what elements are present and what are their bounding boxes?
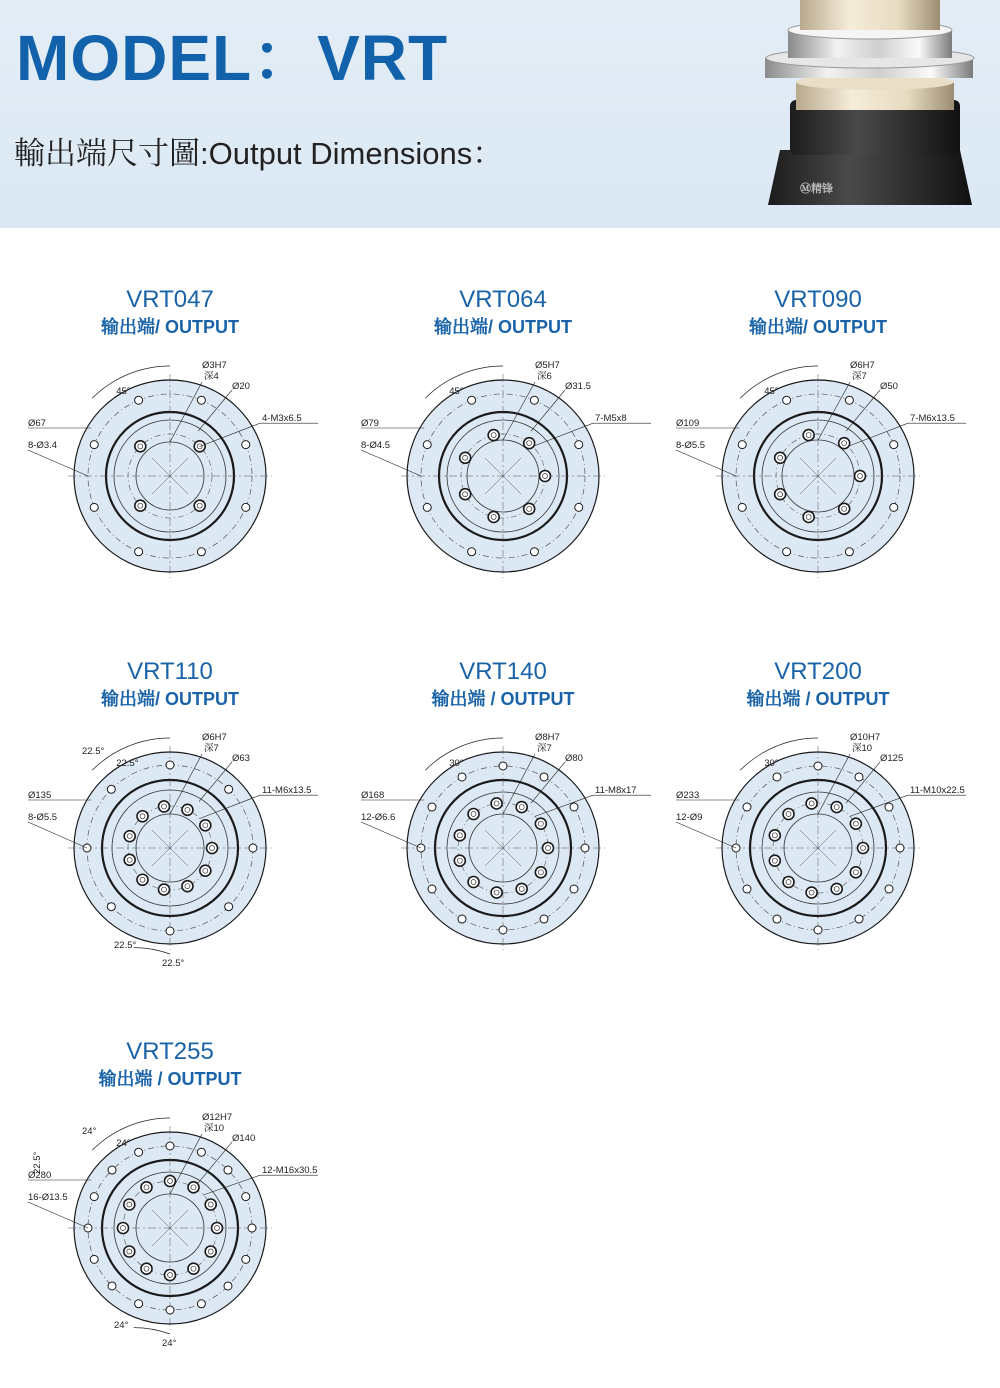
- tap-label: 4-M3x6.5: [262, 413, 302, 425]
- mounting-hole: [107, 785, 115, 793]
- mounting-hole: [540, 773, 548, 781]
- tapped-hole: [135, 500, 146, 511]
- tapped-hole: [200, 865, 211, 876]
- diagram-output-label: 输出端/ OUTPUT: [749, 317, 887, 337]
- angle-label: 45°: [116, 386, 131, 398]
- tapped-hole: [803, 430, 814, 441]
- tapped-hole: [460, 489, 471, 500]
- mounting-hole: [108, 1166, 116, 1174]
- flange-drawing: [20, 718, 320, 978]
- mounting-hole: [242, 503, 250, 511]
- tapped-hole: [165, 1176, 176, 1187]
- tapped-hole: [775, 452, 786, 463]
- depth-label: 深7: [204, 743, 219, 754]
- mounting-hole: [575, 441, 583, 449]
- mounting-hole: [890, 503, 898, 511]
- angle-label: 30°: [449, 758, 464, 770]
- tapped-hole: [543, 843, 554, 854]
- holes-label: 12-Ø9: [676, 812, 703, 823]
- diagram-output-label: 输出端 / OUTPUT: [431, 689, 575, 709]
- depth-label: 深7: [537, 743, 552, 754]
- tapped-hole: [769, 830, 780, 841]
- tapped-hole: [137, 874, 148, 885]
- tapped-hole: [535, 867, 546, 878]
- mounting-hole: [570, 803, 578, 811]
- diagram-model-title: VRT200: [774, 658, 862, 685]
- angle-label: 22.5°: [32, 1151, 43, 1174]
- diagram-model-title: VRT110: [127, 658, 213, 685]
- mounting-hole: [540, 915, 548, 923]
- tapped-hole: [124, 1199, 135, 1210]
- mounting-hole: [135, 1300, 143, 1308]
- diagram-model-title: VRT090: [774, 286, 862, 313]
- diagram-output-label: 输出端 / OUTPUT: [98, 1069, 242, 1089]
- tap-label: 7-M6x13.5: [910, 413, 955, 425]
- angle-dimension-arc: [134, 1328, 170, 1334]
- tap-label: 11-M8x17: [595, 785, 637, 797]
- tapped-hole: [212, 1223, 223, 1234]
- holes-label: 16-Ø13.5: [28, 1192, 68, 1203]
- depth-label: 深10: [852, 743, 873, 754]
- tapped-hole: [488, 511, 499, 522]
- outer-diameter-label: Ø280: [28, 1170, 52, 1181]
- tapped-hole: [188, 1263, 199, 1274]
- diagram-model-title: VRT140: [459, 658, 547, 685]
- tap-label: 7-M5x8: [595, 413, 627, 425]
- angle-label: 24°: [116, 1138, 131, 1150]
- mounting-hole: [224, 1166, 232, 1174]
- diagram-model-title: VRT255: [126, 1038, 214, 1065]
- bore-label: Ø10H7: [850, 732, 881, 743]
- outer-diameter-label: Ø168: [361, 790, 385, 801]
- bore-label: Ø6H7: [850, 360, 875, 371]
- tapped-hole: [124, 831, 135, 842]
- depth-label: 深10: [204, 1123, 225, 1134]
- mounting-hole: [108, 1282, 116, 1290]
- bore-label: Ø12H7: [202, 1112, 233, 1123]
- mounting-hole: [738, 503, 746, 511]
- tapped-hole: [524, 438, 535, 449]
- angle-label: 24°: [82, 1126, 97, 1137]
- mounting-hole: [855, 773, 863, 781]
- tapped-hole: [124, 854, 135, 865]
- bore-label: Ø3H7: [202, 360, 227, 371]
- tapped-hole: [775, 489, 786, 500]
- tapped-hole: [141, 1263, 152, 1274]
- mounting-hole: [773, 915, 781, 923]
- mounting-hole: [428, 803, 436, 811]
- mounting-hole: [814, 762, 822, 770]
- angle-label: 22.5°: [114, 940, 137, 951]
- mounting-hole: [107, 903, 115, 911]
- mounting-hole: [248, 1224, 256, 1232]
- diagram-output-label: 输出端/ OUTPUT: [434, 317, 572, 337]
- holes-label: 8-Ø3.4: [28, 440, 58, 451]
- tapped-hole: [516, 802, 527, 813]
- mounting-hole: [166, 927, 174, 935]
- bore-label: Ø6H7: [202, 732, 227, 743]
- mounting-hole: [423, 441, 431, 449]
- flange-drawing: [20, 346, 320, 606]
- holes-label: 8-Ø5.5: [28, 812, 58, 823]
- tapped-hole: [118, 1223, 129, 1234]
- pcd-label: Ø125: [880, 753, 904, 764]
- depth-label: 深6: [537, 371, 552, 382]
- holes-label: 12-Ø6.6: [361, 812, 396, 823]
- header-banner: [0, 0, 1000, 228]
- angle-label: 24°: [114, 1320, 129, 1331]
- tapped-hole: [831, 883, 842, 894]
- mounting-hole: [90, 441, 98, 449]
- mounting-hole: [468, 548, 476, 556]
- tap-label: 11-M6x13.5: [262, 785, 312, 797]
- pcd-label: Ø63: [232, 753, 250, 764]
- outer-diameter-label: Ø109: [676, 418, 700, 429]
- gearbox-product-image: [760, 0, 990, 228]
- tapped-hole: [454, 855, 465, 866]
- angle-dimension-arc: [134, 948, 170, 954]
- diagram-model-title: VRT064: [459, 286, 547, 313]
- tapped-hole: [188, 1182, 199, 1193]
- pcd-label: Ø80: [565, 753, 583, 764]
- tapped-hole: [831, 802, 842, 813]
- mounting-hole: [738, 441, 746, 449]
- tapped-hole: [491, 798, 502, 809]
- mounting-hole: [783, 548, 791, 556]
- angle-label: 24°: [162, 1338, 177, 1349]
- tapped-hole: [205, 1199, 216, 1210]
- mounting-hole: [885, 803, 893, 811]
- angle-label: 30°: [764, 758, 779, 770]
- mounting-hole: [197, 1300, 205, 1308]
- diagram-model-title: VRT047: [126, 286, 214, 313]
- holes-label: 8-Ø5.5: [676, 440, 706, 451]
- tapped-hole: [839, 438, 850, 449]
- tapped-hole: [137, 811, 148, 822]
- mounting-hole: [530, 548, 538, 556]
- mounting-hole: [166, 1142, 174, 1150]
- flange-drawing: [668, 346, 968, 606]
- mounting-hole: [896, 844, 904, 852]
- mounting-hole: [885, 885, 893, 893]
- bore-label: Ø5H7: [535, 360, 560, 371]
- tapped-hole: [524, 503, 535, 514]
- mounting-hole: [783, 396, 791, 404]
- tapped-hole: [806, 798, 817, 809]
- diagram-output-label: 输出端 / OUTPUT: [746, 689, 890, 709]
- angle-label: 22.5°: [116, 758, 139, 770]
- mounting-hole: [90, 1193, 98, 1201]
- tapped-hole: [468, 877, 479, 888]
- mounting-hole: [90, 1255, 98, 1263]
- tapped-hole: [535, 818, 546, 829]
- flange-drawing: [353, 346, 653, 606]
- outer-diameter-label: Ø67: [28, 418, 46, 429]
- tapped-hole: [516, 883, 527, 894]
- tapped-hole: [858, 843, 869, 854]
- tapped-hole: [159, 801, 170, 812]
- mounting-hole: [135, 396, 143, 404]
- mounting-hole: [197, 548, 205, 556]
- mounting-hole: [428, 885, 436, 893]
- tapped-hole: [460, 452, 471, 463]
- outer-diameter-label: Ø233: [676, 790, 700, 801]
- tapped-hole: [540, 471, 551, 482]
- mounting-hole: [135, 548, 143, 556]
- mounting-hole: [242, 1255, 250, 1263]
- tapped-hole: [855, 471, 866, 482]
- flange-drawing: [668, 718, 968, 978]
- tapped-hole: [194, 500, 205, 511]
- tapped-hole: [200, 820, 211, 831]
- mounting-hole: [845, 548, 853, 556]
- angle-label: 22.5°: [82, 746, 105, 757]
- tapped-hole: [205, 1246, 216, 1257]
- pcd-label: Ø31.5: [565, 381, 591, 392]
- mounting-hole: [814, 926, 822, 934]
- tapped-hole: [141, 1182, 152, 1193]
- outer-diameter-label: Ø135: [28, 790, 52, 801]
- tapped-hole: [783, 877, 794, 888]
- page-title: MODEL：VRT: [16, 22, 449, 94]
- diagram-output-label: 输出端/ OUTPUT: [101, 689, 239, 709]
- pcd-label: Ø20: [232, 381, 250, 392]
- mounting-hole: [224, 1282, 232, 1290]
- tapped-hole: [124, 1246, 135, 1257]
- tapped-hole: [165, 1270, 176, 1281]
- mounting-hole: [197, 396, 205, 404]
- depth-label: 深4: [204, 371, 219, 382]
- mounting-hole: [166, 761, 174, 769]
- mounting-hole: [743, 803, 751, 811]
- flange-drawing: [20, 1098, 320, 1358]
- tapped-hole: [803, 511, 814, 522]
- depth-label: 深7: [852, 371, 867, 382]
- mounting-hole: [225, 903, 233, 911]
- mounting-hole: [249, 844, 257, 852]
- mounting-hole: [135, 1148, 143, 1156]
- tapped-hole: [850, 818, 861, 829]
- mounting-hole: [468, 396, 476, 404]
- tapped-hole: [182, 881, 193, 892]
- tapped-hole: [850, 867, 861, 878]
- mounting-hole: [890, 441, 898, 449]
- diagram-output-label: 输出端/ OUTPUT: [101, 317, 239, 337]
- tapped-hole: [182, 804, 193, 815]
- mounting-hole: [166, 1306, 174, 1314]
- bore-label: Ø8H7: [535, 732, 560, 743]
- mounting-hole: [499, 926, 507, 934]
- mounting-hole: [90, 503, 98, 511]
- mounting-hole: [530, 396, 538, 404]
- mounting-hole: [575, 503, 583, 511]
- mounting-hole: [242, 441, 250, 449]
- mounting-hole: [242, 1193, 250, 1201]
- tapped-hole: [769, 855, 780, 866]
- mounting-hole: [773, 773, 781, 781]
- product-logo-text: Ⓜ精锋: [800, 183, 833, 195]
- mounting-hole: [743, 885, 751, 893]
- outer-diameter-label: Ø79: [361, 418, 379, 429]
- tapped-hole: [783, 808, 794, 819]
- angle-label: 22.5°: [162, 958, 185, 969]
- pcd-label: Ø50: [880, 381, 898, 392]
- mounting-hole: [499, 762, 507, 770]
- tapped-hole: [839, 503, 850, 514]
- mounting-hole: [225, 785, 233, 793]
- tapped-hole: [207, 843, 218, 854]
- mounting-hole: [458, 915, 466, 923]
- tapped-hole: [491, 887, 502, 898]
- mounting-hole: [458, 773, 466, 781]
- tapped-hole: [135, 441, 146, 452]
- page-subtitle: 輸出端尺寸圖:Output Dimensions：: [14, 136, 504, 171]
- angle-label: 45°: [764, 386, 779, 398]
- tap-label: 11-M10x22.5: [910, 785, 965, 797]
- tapped-hole: [454, 830, 465, 841]
- pcd-label: Ø140: [232, 1133, 256, 1144]
- mounting-hole: [845, 396, 853, 404]
- mounting-hole: [423, 503, 431, 511]
- flange-drawing: [353, 718, 653, 978]
- tapped-hole: [159, 884, 170, 895]
- tap-label: 12-M16x30.5: [262, 1165, 318, 1177]
- mounting-hole: [570, 885, 578, 893]
- tapped-hole: [488, 430, 499, 441]
- angle-label: 45°: [449, 386, 464, 398]
- mounting-hole: [197, 1148, 205, 1156]
- tapped-hole: [468, 808, 479, 819]
- tapped-hole: [806, 887, 817, 898]
- mounting-hole: [855, 915, 863, 923]
- holes-label: 8-Ø4.5: [361, 440, 391, 451]
- mounting-hole: [581, 844, 589, 852]
